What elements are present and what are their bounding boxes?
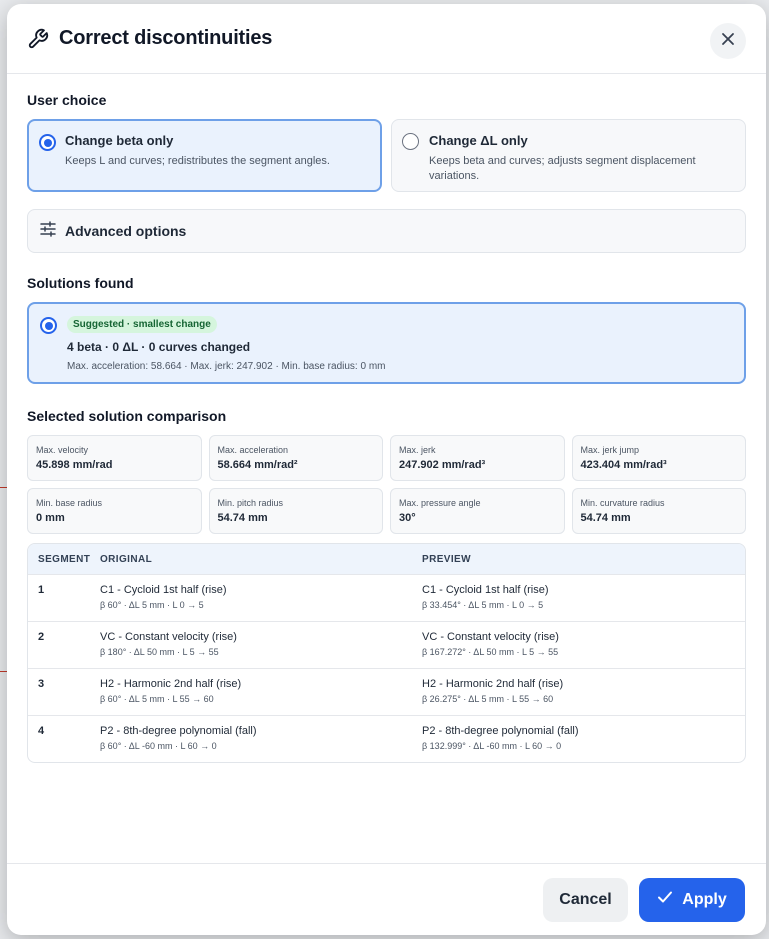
table-row — [28, 621, 745, 668]
metric-value: 423.404 mm/rad³ — [580, 459, 667, 471]
preview-params: β 167.272° · ΔL 50 mm · L 5 → 55 — [422, 647, 559, 657]
close-button[interactable] — [710, 23, 746, 59]
original-title: C1 - Cycloid 1st half (rise) — [100, 584, 227, 596]
apply-label: Apply — [682, 890, 727, 908]
advanced-options-label: Advanced options — [65, 223, 187, 239]
choice-description: Keeps beta and curves; adjusts segment displacement variations. — [429, 155, 696, 182]
cancel-button[interactable]: Cancel — [543, 878, 628, 922]
table-row — [28, 574, 745, 621]
preview-title: H2 - Harmonic 2nd half (rise) — [422, 678, 564, 690]
dialog-footer — [7, 863, 766, 935]
metric-card — [209, 488, 384, 534]
metric-card — [572, 435, 747, 481]
header-segment: SEGMENT — [38, 553, 91, 565]
preview-params: β 33.454° · ΔL 5 mm · L 0 → 5 — [422, 600, 544, 610]
original-title: H2 - Harmonic 2nd half (rise) — [100, 678, 242, 690]
radio-change-delta-l[interactable] — [402, 133, 419, 150]
solution-metrics: Max. acceleration: 58.664 · Max. jerk: 247.902 · Min. base radius: 0 mm — [67, 361, 386, 372]
segment-table — [27, 543, 746, 763]
solution-summary: 4 beta · 0 ΔL · 0 curves changed — [67, 340, 251, 354]
check-icon — [657, 889, 673, 910]
original-params: β 60° · ΔL 5 mm · L 0 → 5 — [100, 600, 204, 610]
table-header — [28, 544, 745, 574]
choice-description: Keeps L and curves; redistributes the segment angles. — [65, 155, 330, 167]
metric-label: Max. acceleration — [217, 445, 289, 455]
choice-change-delta-l[interactable] — [391, 119, 746, 192]
radio-solution[interactable] — [40, 317, 57, 334]
metric-card — [572, 488, 747, 534]
user-choice-label: User choice — [27, 92, 107, 108]
close-icon — [721, 32, 735, 51]
choice-title: Change ΔL only — [429, 133, 528, 148]
dialog-body — [7, 74, 766, 763]
metric-card — [390, 435, 565, 481]
dialog-header — [7, 4, 766, 74]
metric-label: Max. jerk — [399, 445, 436, 455]
preview-title: P2 - 8th-degree polynomial (fall) — [422, 725, 579, 737]
wrench-icon — [27, 28, 49, 50]
correct-discontinuities-dialog — [7, 4, 766, 935]
metric-value: 54.74 mm — [217, 512, 268, 524]
suggested-badge: Suggested · smallest change — [67, 316, 217, 333]
backdrop-mark — [0, 487, 7, 488]
original-title: P2 - 8th-degree polynomial (fall) — [100, 725, 257, 737]
table-row — [28, 715, 745, 762]
metric-value: 247.902 mm/rad³ — [399, 459, 486, 471]
segment-number: 1 — [38, 584, 45, 596]
metric-card — [390, 488, 565, 534]
preview-title: C1 - Cycloid 1st half (rise) — [422, 584, 549, 596]
segment-number: 2 — [38, 631, 45, 643]
sliders-icon — [40, 221, 56, 242]
user-choice-group — [27, 119, 746, 192]
metric-label: Max. velocity — [36, 445, 89, 455]
solution-card[interactable] — [27, 302, 746, 384]
choice-title: Change beta only — [65, 133, 174, 148]
metric-label: Min. pitch radius — [217, 498, 284, 508]
segment-number: 4 — [38, 725, 45, 737]
metric-value: 54.74 mm — [580, 512, 631, 524]
metric-card — [27, 488, 202, 534]
original-params: β 60° · ΔL 5 mm · L 55 → 60 — [100, 694, 214, 704]
backdrop-mark — [0, 671, 7, 672]
preview-params: β 26.275° · ΔL 5 mm · L 55 → 60 — [422, 694, 554, 704]
preview-title: VC - Constant velocity (rise) — [422, 631, 559, 643]
advanced-options-toggle[interactable] — [27, 209, 746, 253]
table-row — [28, 668, 745, 715]
metric-value: 58.664 mm/rad² — [217, 459, 298, 471]
choice-change-beta[interactable] — [27, 119, 382, 192]
header-preview: PREVIEW — [422, 553, 471, 565]
radio-change-beta[interactable] — [39, 134, 56, 151]
metric-label: Min. base radius — [36, 498, 103, 508]
solutions-label: Solutions found — [27, 275, 134, 291]
original-params: β 180° · ΔL 50 mm · L 5 → 55 — [100, 647, 219, 657]
metrics-grid — [27, 435, 746, 534]
comparison-label: Selected solution comparison — [27, 408, 227, 424]
segment-number: 3 — [38, 678, 45, 690]
metric-value: 45.898 mm/rad — [36, 459, 113, 471]
original-title: VC - Constant velocity (rise) — [100, 631, 237, 643]
header-original: ORIGINAL — [100, 553, 153, 565]
metric-label: Min. curvature radius — [580, 498, 665, 508]
metric-card — [209, 435, 384, 481]
apply-button[interactable] — [639, 878, 745, 922]
original-params: β 60° · ΔL -60 mm · L 60 → 0 — [100, 741, 217, 751]
dialog-title: Correct discontinuities — [59, 27, 273, 49]
metric-value: 30° — [399, 512, 416, 524]
metric-card — [27, 435, 202, 481]
metric-value: 0 mm — [36, 512, 65, 524]
metric-label: Max. jerk jump — [580, 445, 640, 455]
preview-params: β 132.999° · ΔL -60 mm · L 60 → 0 — [422, 741, 562, 751]
metric-label: Max. pressure angle — [399, 498, 481, 508]
